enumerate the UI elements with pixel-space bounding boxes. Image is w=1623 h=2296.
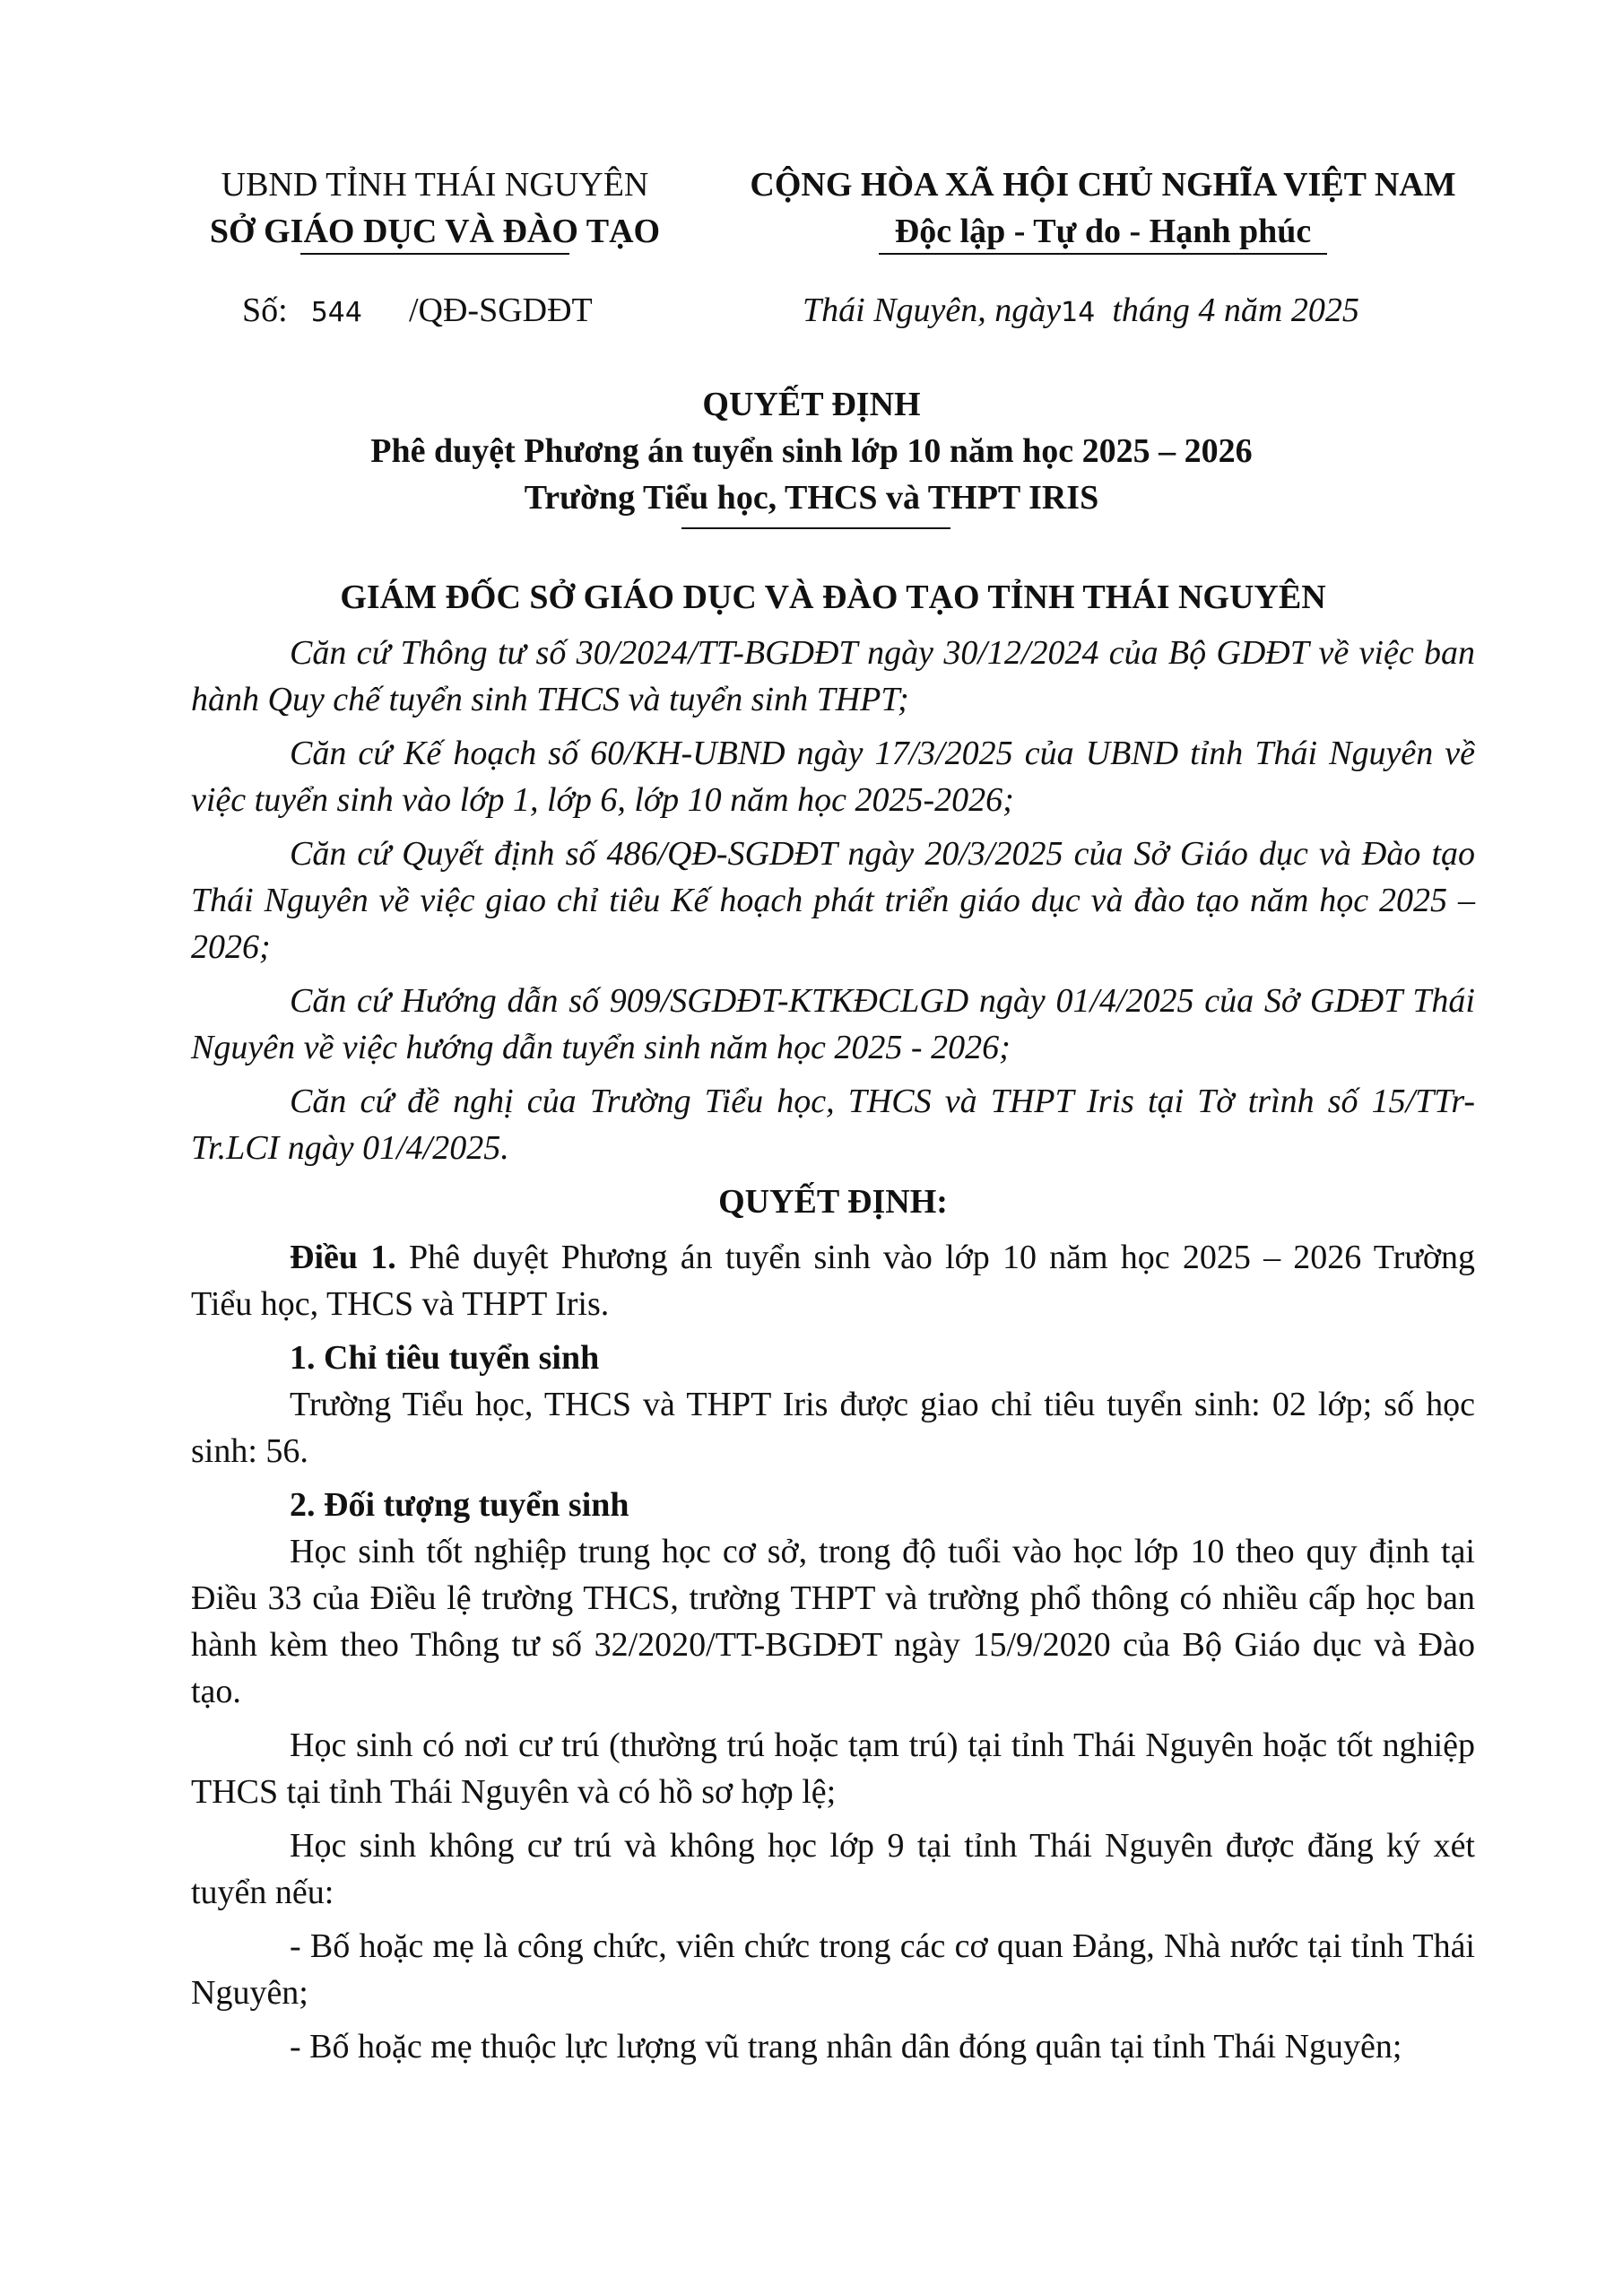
title-line2: Phê duyệt Phương án tuyển sinh lớp 10 năm học 2025 – 2026 <box>370 432 1253 470</box>
doc-number-prefix: Số: <box>242 291 288 329</box>
date-prefix: Thái Nguyên, ngày <box>803 291 1062 329</box>
agency-parent: UBND TỈNH THÁI NGUYÊN <box>221 166 649 204</box>
authority-heading: GIÁM ĐỐC SỞ GIÁO DỤC VÀ ĐÀO TẠO TỈNH THÁI NGUYÊN <box>340 578 1326 616</box>
agency-underline <box>300 253 569 255</box>
motto-underline <box>879 253 1327 255</box>
document-number <box>242 287 593 336</box>
issuing-agency <box>175 161 695 255</box>
date-day: 14 <box>1061 297 1096 328</box>
section-2-paragraph-3: Học sinh không cư trú và không học lớp 9 tại tỉnh Thái Nguyên được đăng ký xét tuyển nếu: <box>191 1827 1475 1911</box>
section-2-bullet-2: - Bố hoặc mẹ thuộc lực lượng vũ trang nhân dân đóng quân tại tỉnh Thái Nguyên; <box>290 2028 1402 2066</box>
section-2-heading: 2. Đối tượng tuyển sinh <box>290 1486 629 1524</box>
country-name: CỘNG HÒA XÃ HỘI CHỦ NGHĨA VIỆT NAM <box>750 166 1456 204</box>
legal-basis-5: Căn cứ đề nghị của Trường Tiểu học, THCS và THPT Iris tại Tờ trình số 15/TTr-Tr.LCI ngày 01/4/2025. <box>191 1083 1475 1167</box>
title-line3: Trường Tiểu học, THCS và THPT IRIS <box>524 479 1099 517</box>
agency-name: SỞ GIÁO DỤC VÀ ĐÀO TẠO <box>209 213 661 250</box>
article-1-text: Phê duyệt Phương án tuyển sinh vào lớp 10 năm học 2025 – 2026 Trường Tiểu học, THCS và THPT Iris. <box>191 1239 1476 1323</box>
legal-basis-2: Căn cứ Kế hoạch số 60/KH-UBND ngày 17/3/2025 của UBND tỉnh Thái Nguyên về việc tuyển sinh vào lớp 1, lớp 6, lớp 10 năm học 2025-2026; <box>191 735 1475 819</box>
national-motto <box>744 161 1462 255</box>
doc-number-suffix: /QĐ-SGDĐT <box>408 291 593 329</box>
article-1-label: Điều 1. <box>290 1239 396 1276</box>
title-line1: QUYẾT ĐỊNH <box>702 386 921 423</box>
document-body <box>191 574 1475 2077</box>
document-date <box>803 287 1359 336</box>
doc-number-value: 544 <box>310 297 362 328</box>
date-suffix: tháng 4 năm 2025 <box>1112 291 1359 329</box>
article-1 <box>191 1234 1475 1327</box>
section-1-text: Trường Tiểu học, THCS và THPT Iris được giao chỉ tiêu tuyển sinh: 02 lớp; số học sinh: 56. <box>191 1386 1475 1470</box>
legal-basis-3: Căn cứ Quyết định số 486/QĐ-SGDĐT ngày 20/3/2025 của Sở Giáo dục và Đào tạo Thái Nguyên về việc giao chỉ tiêu Kế hoạch phát triển giáo dục và đào tạo năm học 2025 – 2026; <box>191 835 1475 966</box>
document-title <box>0 381 1623 521</box>
section-2-bullet-1: - Bố hoặc mẹ là công chức, viên chức trong các cơ quan Đảng, Nhà nước tại tỉnh Thái Nguyên; <box>191 1927 1475 2012</box>
section-2-paragraph-2: Học sinh có nơi cư trú (thường trú hoặc tạm trú) tại tỉnh Thái Nguyên hoặc tốt nghiệp THCS tại tỉnh Thái Nguyên và có hồ sơ hợp lệ; <box>191 1726 1475 1811</box>
legal-basis-1: Căn cứ Thông tư số 30/2024/TT-BGDĐT ngày 30/12/2024 của Bộ GDĐT về việc ban hành Quy chế tuyển sinh THCS và tuyển sinh THPT; <box>191 634 1475 718</box>
section-2-paragraph-1: Học sinh tốt nghiệp trung học cơ sở, trong độ tuổi vào học lớp 10 theo quy định tại Điều 33 của Điều lệ trường THCS, trường THPT và trường phổ thông có nhiều cấp học ban hành kèm theo Thông tư số 32/2020/TT-BGDĐT ngày 15/9/2020 của Bộ Giáo dục và Đào tạo. <box>191 1533 1475 1710</box>
title-underline <box>681 527 950 529</box>
section-1-heading: 1. Chỉ tiêu tuyển sinh <box>290 1339 600 1377</box>
legal-basis-4: Căn cứ Hướng dẫn số 909/SGDĐT-KTKĐCLGD ngày 01/4/2025 của Sở GDĐT Thái Nguyên về việc hướng dẫn tuyển sinh năm học 2025 - 2026; <box>191 982 1475 1066</box>
decision-heading: QUYẾT ĐỊNH: <box>718 1183 948 1221</box>
motto: Độc lập - Tự do - Hạnh phúc <box>894 213 1312 250</box>
